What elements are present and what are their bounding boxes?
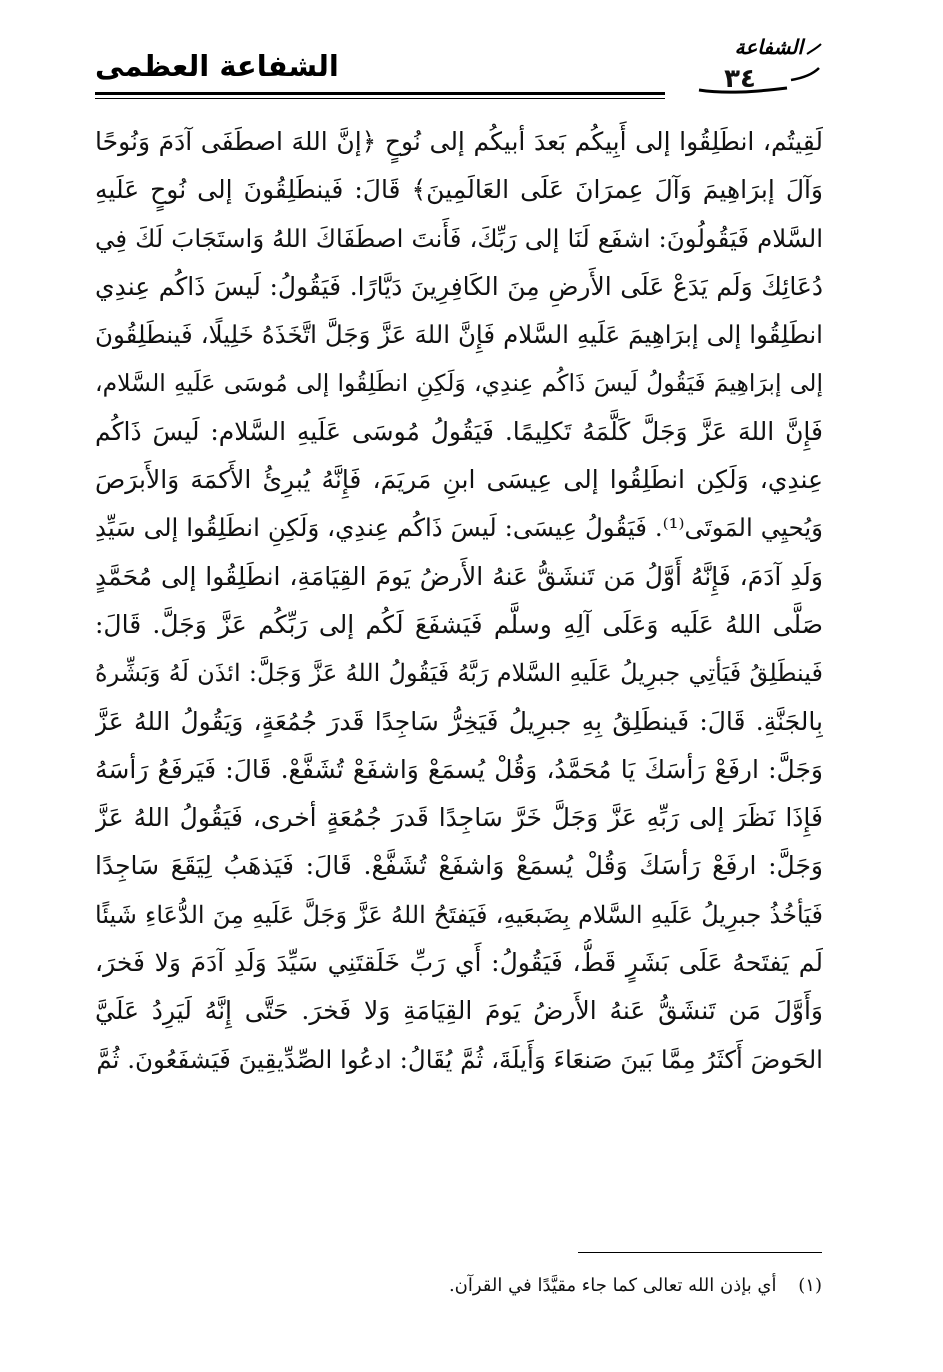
header-rule	[95, 92, 665, 95]
text-line: فَيَأخُذُ جبرِيلُ عَلَيهِ السَّلام بِضَبعَيهِ، فَيَفتَحُ اللهُ عَزَّ وَجَلَّ عَلَيهِ مِنَ الدُّعَاءِ شَيئًا	[95, 900, 823, 929]
text-line: وَيُحيِي المَوتَى⁽¹⁾. فَيَقُولُ عِيسَى: لَيسَ ذَاكُم عِندِي، وَلَكِنِ انطَلِقُوا إلى سَيِّدِ	[95, 513, 823, 543]
text-line: إلى إبرَاهِيمَ فَيَقُولُ لَيسَ ذَاكُم عِندِي، وَلَكِنِ انطَلِقُوا إلى مُوسَى عَلَيهِ السَّلام،	[95, 369, 823, 398]
text-line: وَجَلَّ: ارفَعْ رَأسَكَ وَقُلْ يُسمَعْ وَاشفَعْ تُشَفَّعْ. قَالَ: فَيَذهَبُ لِيَقَعَ سَاجِدًا	[95, 851, 823, 881]
text-line: وَلَدِ آدَمَ، فَإِنَّهُ أَوَّلُ مَن تَنشَقُّ عَنهُ الأَرضُ يَومَ القِيَامَةِ، انطَلِقُوا إلى مُحَمَّدٍ	[95, 561, 823, 591]
text-line: فَإِذَا نَظَرَ إلى رَبِّهِ عَزَّ وَجَلَّ خَرَّ سَاجِدًا قَدرَ جُمُعَةٍ أخرى، فَيَقُولُ اللهُ عَزَّ	[95, 803, 823, 833]
header-rule-thin	[95, 98, 665, 99]
text-line: السَّلام فَيَقُولُونَ: اشفَع لَنَا إلى رَبِّكَ، فَأَنتَ اصطَفَاكَ اللهُ وَاستَجَابَ لَكَ فِي	[95, 223, 823, 253]
text-line: وَأَوَّلَ مَن تَنشَقُّ عَنهُ الأَرضُ يَومَ القِيَامَةِ وَلا فَخرَ. حَتَّى إِنَّهُ لَيَرِدُ عَلَيَّ	[95, 996, 823, 1026]
footnote-rule	[578, 1252, 822, 1253]
text-line: وَآلَ إبرَاهِيمَ وَآلَ عِمرَانَ عَلَى العَالَمِينَ﴾ قَالَ: فَينطَلِقُونَ إلى نُوحٍ عَلَيهِ	[95, 175, 823, 205]
text-line: صَلَّى اللهُ عَلَيه وَعَلَى آلِهِ وسلَّم فَيَشفَعَ لَكُم إلى رَبِّكُم عَزَّ وَجَلَّ. قَالَ:	[95, 609, 823, 639]
text-line: انطَلِقُوا إلى إبرَاهِيمَ عَلَيهِ السَّلام فَإِنَّ اللهَ عَزَّ وَجَلَّ اتَّخَذَهُ خَلِيلًا، فَينطَلِقُونَ	[95, 320, 823, 350]
text-line: دُعَائِكَ وَلَم يَدَعْ عَلَى الأَرضِ مِنَ الكَافِرِينَ دَيَّارًا. فَيَقُولُ: لَيسَ ذَاكُم عِندِي	[95, 271, 823, 301]
footnote	[380, 1272, 822, 1300]
text-line: فَإِنَّ اللهَ عَزَّ وَجَلَّ كَلَّمَهُ تَكلِيمًا. فَيَقُولُ مُوسَى عَلَيهِ السَّلام: لَيسَ ذَاكُم	[95, 416, 823, 446]
text-line: فَينطَلِقُ فَيَأتِي جبرِيلُ عَلَيهِ السَّلام رَبَّهُ فَيَقُولُ اللهُ عَزَّ وَجَلَّ: ائذَن لَهُ وَبَشِّرهُ	[95, 659, 823, 688]
text-line: عِندِي، وَلَكِن انطَلِقُوا إلى عِيسَى ابنِ مَريَمَ، فَإِنَّهُ يُبرِئُ الأَكمَهَ وَالأَبرَصَ	[95, 465, 823, 495]
text-line: وَجَلَّ: ارفَعْ رَأسَكَ يَا مُحَمَّدُ، وَقُلْ يُسمَعْ وَاشفَعْ تُشَفَّعْ. قَالَ: فَيَرفَعُ رَأسَهُ	[95, 754, 823, 784]
text-line: الحَوضَ أَكثَرُ مِمَّا بَينَ صَنعَاءَ وَأَيلَةَ، ثُمَّ يُقَالُ: ادعُوا الصِّدِّيقِينَ فَيَشفَعُونَ. ثُمَّ	[96, 1044, 823, 1074]
text-line: لَقِيتُم، انطَلِقُوا إلى أَبِيكُم بَعدَ أبيكُم إلى نُوحٍ ﴿إنَّ اللهَ اصطَفَى آدَمَ وَنُوحًا	[95, 127, 823, 156]
footnote-marker: (١)	[798, 1275, 822, 1296]
footnote-text: أي بإذن الله تعالى كما جاء مقيَّدًا في القرآن.	[448, 1275, 777, 1296]
text-line: بِالجَنَّةِ. قَالَ: فَينطَلِقُ بِهِ جبرِيلُ فَيَخِرُّ سَاجِدًا قَدرَ جُمُعَةٍ، وَيَقُولُ اللهُ عَزَّ	[95, 706, 823, 736]
running-title: الشفاعة العظمى	[95, 49, 339, 83]
main-text	[95, 118, 823, 1084]
page-number: ٣٤	[724, 64, 756, 94]
page-header	[95, 35, 825, 102]
logo-text: الشفاعة	[734, 35, 803, 59]
text-line: لَم يَفتَحهُ عَلَى بَشَرٍ قَطُّ، فَيَقُولُ: أَي رَبِّ خَلَقتَنِي سَيِّدَ وَلَدِ آدَمَ وَلا فَخرَ،	[95, 948, 823, 978]
